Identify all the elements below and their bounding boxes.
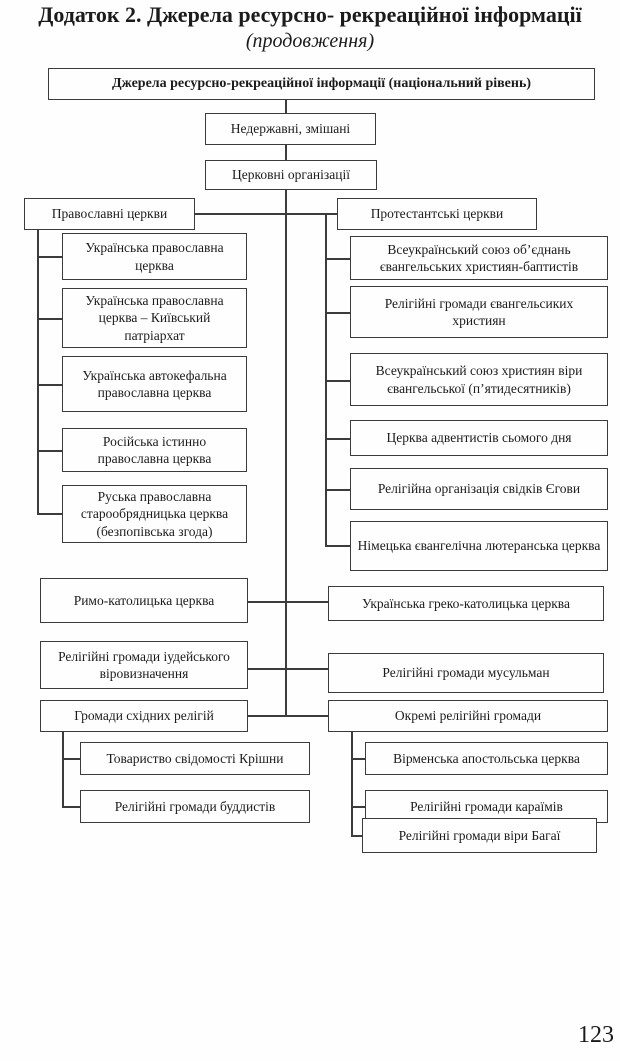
orthodox-child-box: Руська православна старообрядницька церква (безпопівська згода): [62, 485, 247, 543]
diagram-nonstate-box: Недержавні, змішані: [205, 113, 376, 145]
protestant-child-box: Всеукраїнський союз християн віри євангельської (п’ятидесятників): [350, 353, 608, 406]
connector: [248, 715, 328, 717]
connector: [351, 806, 365, 808]
connector: [37, 513, 62, 515]
connector: [325, 312, 350, 314]
separate-child-box: Релігійні громади віри Багаї: [362, 818, 597, 853]
connector: [285, 100, 287, 113]
orthodox-child-box: Українська автокефальна православна церква: [62, 356, 247, 412]
connector: [37, 256, 62, 258]
connector: [325, 380, 350, 382]
orthodox-child-box: Російська істинно православна церква: [62, 428, 247, 472]
connector: [285, 145, 287, 160]
connector: [248, 601, 328, 603]
connector: [351, 758, 365, 760]
separate-child-box: Вірменська апостольська церква: [365, 742, 608, 775]
connector: [37, 450, 62, 452]
orthodox-child-box: Українська православна церква: [62, 233, 247, 280]
connector: [195, 213, 285, 215]
connector: [37, 384, 62, 386]
connector: [285, 213, 337, 215]
eastern-trunk-connector: [62, 732, 64, 808]
protestant-child-box: Релігійні громади євангельсиких християн: [350, 286, 608, 338]
connector: [325, 545, 350, 547]
orthodox-churches-box: Православні церкви: [24, 198, 195, 230]
connector: [62, 806, 80, 808]
diagram-root-box: Джерела ресурсно-рекреаційної інформації (національний рівень): [48, 68, 595, 100]
connector: [325, 438, 350, 440]
diagram-church-orgs-box: Церковні організації: [205, 160, 377, 190]
connector: [351, 835, 362, 837]
page-number: 123: [578, 1022, 614, 1048]
connector: [325, 258, 350, 260]
page-subtitle: (продовження): [245, 30, 375, 52]
connector: [62, 758, 80, 760]
central-trunk-connector: [285, 190, 287, 717]
protestant-child-box: Церква адвентистів сьомого дня: [350, 420, 608, 456]
page-title: Додаток 2. Джерела ресурсно- рекреаційної інформації: [38, 2, 582, 27]
eastern-religions-box: Громади східних релігій: [40, 700, 248, 732]
protestant-child-box: Всеукраїнський союз об’єднань євангельських християн-баптистів: [350, 236, 608, 280]
orthodox-trunk-connector: [37, 230, 39, 514]
separate-communities-box: Окремі релігійні громади: [328, 700, 608, 732]
connector: [248, 668, 328, 670]
separate-child-box: Релігійні громади караїмів: [365, 790, 608, 823]
orthodox-child-box: Українська православна церква – Київський патріархат: [62, 288, 247, 348]
eastern-child-box: Релігійні громади буддистів: [80, 790, 310, 823]
separate-trunk-connector: [351, 732, 353, 836]
muslim-communities-box: Релігійні громади мусульман: [328, 653, 604, 693]
connector: [325, 489, 350, 491]
roman-catholic-box: Римо-католицька церква: [40, 578, 248, 623]
protestant-child-box: Релігійна організація свідків Єгови: [350, 468, 608, 510]
judaic-communities-box: Релігійні громади іудейського віровизначення: [40, 641, 248, 689]
protestant-churches-box: Протестантські церкви: [337, 198, 537, 230]
greek-catholic-box: Українська греко-католицька церква: [328, 586, 604, 621]
connector: [37, 318, 62, 320]
eastern-child-box: Товариство свідомості Крішни: [80, 742, 310, 775]
protestant-child-box: Німецька євангелічна лютеранська церква: [350, 521, 608, 571]
